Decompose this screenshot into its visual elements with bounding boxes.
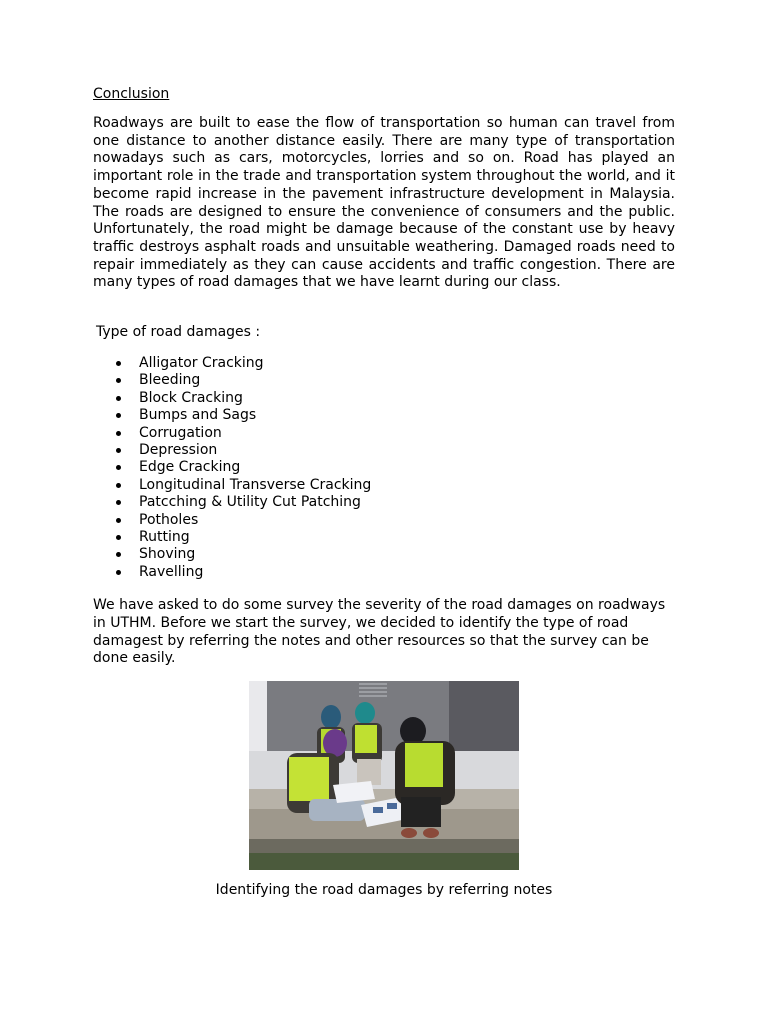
bullet-icon — [116, 431, 121, 436]
list-item: Corrugation — [116, 425, 371, 442]
list-item: Edge Cracking — [116, 459, 371, 476]
bullet-icon — [116, 396, 121, 401]
bullet-icon — [116, 535, 121, 540]
list-item: Depression — [116, 442, 371, 459]
list-item: Patcching & Utility Cut Patching — [116, 494, 371, 511]
list-item: Bumps and Sags — [116, 407, 371, 424]
bullet-icon — [116, 483, 121, 488]
list-title: Type of road damages : — [96, 324, 261, 340]
list-item: Shoving — [116, 546, 371, 563]
photo-caption: Identifying the road damages by referring notes — [215, 882, 553, 898]
section-heading: Conclusion — [93, 86, 170, 102]
bullet-icon — [116, 378, 121, 383]
bullet-icon — [116, 552, 121, 557]
list-item: Ravelling — [116, 564, 371, 581]
bullet-icon — [116, 361, 121, 366]
bullet-icon — [116, 518, 121, 523]
survey-photo — [249, 681, 519, 870]
survey-paragraph: We have asked to do some survey the severity of the road damages on roadways in UTHM. Before we start the survey, we decided to identify the type of road damagest by referring the notes and other resources so that the survey can be done easily. — [93, 597, 666, 667]
list-item: Bleeding — [116, 372, 371, 389]
list-item: Block Cracking — [116, 390, 371, 407]
list-item: Potholes — [116, 512, 371, 529]
damage-types-list — [116, 355, 371, 581]
bullet-icon — [116, 500, 121, 505]
list-item: Rutting — [116, 529, 371, 546]
bullet-icon — [116, 413, 121, 418]
list-item: Alligator Cracking — [116, 355, 371, 372]
bullet-icon — [116, 448, 121, 453]
bullet-icon — [116, 465, 121, 470]
list-item: Longitudinal Transverse Cracking — [116, 477, 371, 494]
intro-paragraph: Roadways are built to ease the flow of transportation so human can travel from one distance to another distance easily. There are many type of transportation nowadays such as cars, motorcycles, lorries and so on. Road has played an important role in the trade and transportation system throughout the world, and it become rapid increase in the pavement infrastructure development in Malaysia. The roads are designed to ensure the convenience of consumers and the public. Unfortunately, the road might be damage because of the constant use by heavy traffic destroys asphalt roads and unsuitable weathering. Damaged roads need to repair immediately as they can cause accidents and traffic congestion. There are many types of road damages that we have learnt during our class. — [93, 115, 675, 291]
bullet-icon — [116, 570, 121, 575]
